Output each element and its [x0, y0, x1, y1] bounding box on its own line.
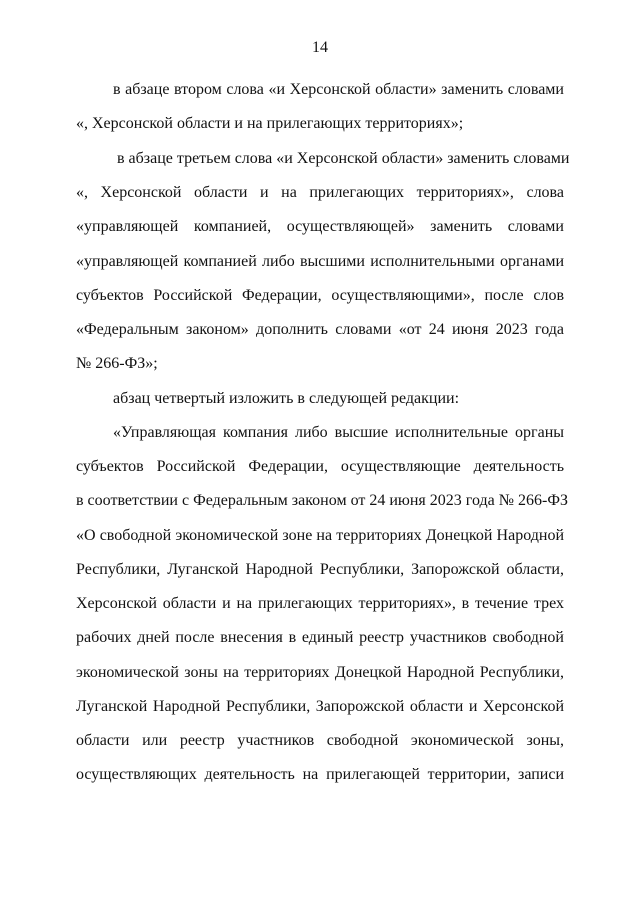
page-number: 14	[312, 39, 328, 56]
text-line: субъектов Российской Федерации, осуществляющие деятельность	[76, 458, 564, 475]
text-line: «управляющей компанией либо высшими исполнительными органами	[76, 253, 564, 270]
text-line: Луганской Народной Республики, Запорожской области и Херсонской	[76, 698, 564, 715]
text-line: экономической зоны на территориях Донецкой Народной Республики,	[76, 664, 564, 681]
text-line: Республики, Луганской Народной Республики, Запорожской области,	[76, 561, 564, 578]
text-line: «Управляющая компания либо высшие исполнительные органы	[113, 424, 564, 441]
text-line: осуществляющих деятельность на прилегающей территории, записи	[76, 766, 564, 783]
text-line: субъектов Российской Федерации, осуществляющими», после слов	[76, 287, 564, 304]
text-line: «, Херсонской области и на прилегающих территориях», слова	[76, 184, 564, 201]
text-line: в соответствии с Федеральным законом от 24 июня 2023 года № 266-ФЗ	[76, 492, 568, 509]
text-line: абзац четвертый изложить в следующей редакции:	[113, 390, 460, 407]
text-line: рабочих дней после внесения в единый реестр участников свободной	[76, 629, 564, 646]
text-line: в абзаце третьем слова «и Херсонской области» заменить словами	[117, 150, 570, 167]
text-line: в абзаце втором слова «и Херсонской области» заменить словами	[113, 81, 564, 98]
text-line: «О свободной экономической зоне на территориях Донецкой Народной	[76, 527, 564, 544]
text-line: № 266-ФЗ»;	[76, 355, 158, 372]
text-line: «управляющей компанией, осуществляющей» заменить словами	[76, 218, 564, 235]
text-line: «, Херсонской области и на прилегающих территориях»;	[76, 115, 464, 132]
text-line: «Федеральным законом» дополнить словами «от 24 июня 2023 года	[76, 321, 564, 338]
text-line: Херсонской области и на прилегающих территориях», в течение трех	[76, 595, 564, 612]
text-line: области или реестр участников свободной экономической зоны,	[76, 732, 564, 749]
